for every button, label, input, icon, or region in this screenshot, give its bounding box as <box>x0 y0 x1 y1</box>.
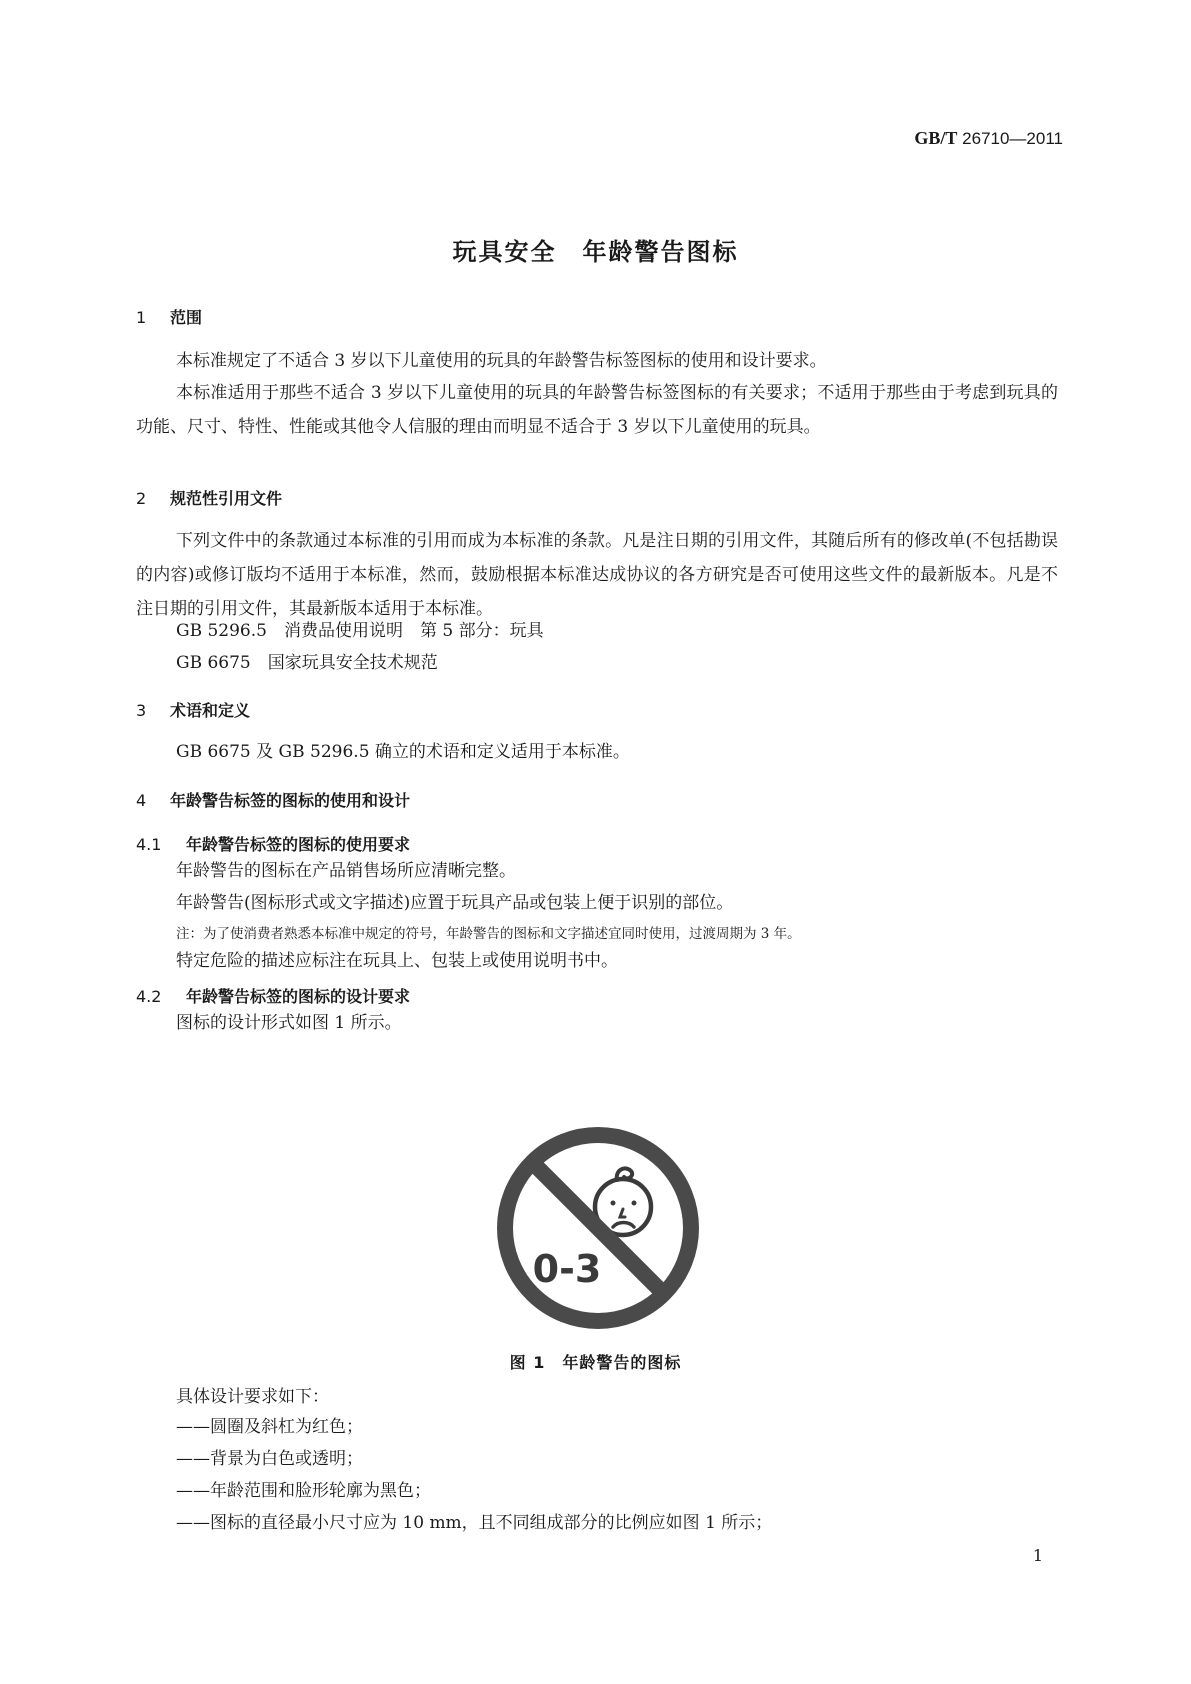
section-4-2-heading <box>136 984 410 1007</box>
section-title: 年龄警告标签的图标的设计要求 <box>186 987 411 1006</box>
section-number: 3 <box>136 701 147 720</box>
figure-caption: 图 1 年龄警告的图标 <box>509 1353 682 1372</box>
section-3-heading <box>136 698 250 721</box>
section-number: 4.1 <box>136 835 162 854</box>
section-number: 1 <box>136 308 147 327</box>
section-number: 4.2 <box>136 987 162 1006</box>
design-item-2: ——背景为白色或透明； <box>176 1449 363 1469</box>
age-warning-icon <box>495 1125 701 1331</box>
page-number: 1 <box>1032 1546 1043 1565</box>
document-title: 玩具安全 年龄警告图标 <box>452 238 739 266</box>
section-4-2-paragraph-1: 图标的设计形式如图 1 所示。 <box>176 1013 402 1033</box>
section-title: 术语和定义 <box>170 701 251 720</box>
section-2-heading <box>136 486 282 509</box>
reference-gb6675: GB 6675 国家玩具安全技术规范 <box>176 653 438 673</box>
age-range-text: 0-3 <box>532 1247 602 1291</box>
section-4-1-heading <box>136 832 410 855</box>
section-2-paragraph-1: 下列文件中的条款通过本标准的引用而成为本标准的条款。凡是注日期的引用文件，其随后所有的修改单(不包括勘误的内容)或修订版均不适用于本标准，然而，鼓励根据本标准达成协议的各方研究是否可使用这些文件的最新版本。凡是不注日期的引用文件，其最新版本适用于本标准。 <box>136 531 1058 619</box>
section-title: 规范性引用文件 <box>170 489 283 508</box>
section-1-paragraph-1: 本标准规定了不适合 3 岁以下儿童使用的玩具的年龄警告标签图标的使用和设计要求。 <box>176 351 827 371</box>
standard-number <box>914 128 1063 149</box>
section-title: 范围 <box>170 308 203 327</box>
section-title: 年龄警告标签的图标的使用要求 <box>186 835 411 854</box>
section-4-1-paragraph-1: 年龄警告的图标在产品销售场所应清晰完整。 <box>176 861 516 881</box>
reference-gb5296: GB 5296.5 消费品使用说明 第 5 部分：玩具 <box>176 621 544 641</box>
section-4-1-paragraph-3: 特定危险的描述应标注在玩具上、包装上或使用说明书中。 <box>176 951 618 971</box>
section-4-heading <box>136 788 410 811</box>
section-1-paragraph-2: 本标准适用于那些不适合 3 岁以下儿童使用的玩具的年龄警告标签图标的有关要求；不适用于那些由于考虑到玩具的功能、尺寸、特性、性能或其他令人信服的理由而明显不适合于 3 岁以下儿童使用的玩具。 <box>136 383 1058 437</box>
section-number: 4 <box>136 791 147 810</box>
section-1-heading <box>136 305 202 328</box>
standard-code: 26710—2011 <box>962 129 1063 148</box>
section-3-paragraph-1: GB 6675 及 GB 5296.5 确立的术语和定义适用于本标准。 <box>176 742 630 762</box>
section-4-1-note: 注：为了使消费者熟悉本标准中规定的符号，年龄警告的图标和文字描述宜同时使用，过渡周期为 3 年。 <box>176 926 801 942</box>
design-item-3: ——年龄范围和脸形轮廓为黑色； <box>176 1481 431 1501</box>
section-title: 年龄警告标签的图标的使用和设计 <box>170 791 411 810</box>
section-number: 2 <box>136 489 147 508</box>
standard-prefix: GB/T <box>914 128 958 148</box>
design-item-1: ——圆圈及斜杠为红色； <box>176 1417 363 1437</box>
section-4-1-paragraph-2: 年龄警告(图标形式或文字描述)应置于玩具产品或包装上便于识别的部位。 <box>176 893 734 913</box>
design-intro: 具体设计要求如下： <box>176 1387 329 1407</box>
design-item-4: ——图标的直径最小尺寸应为 10 mm，且不同组成部分的比例应如图 1 所示； <box>176 1513 773 1533</box>
